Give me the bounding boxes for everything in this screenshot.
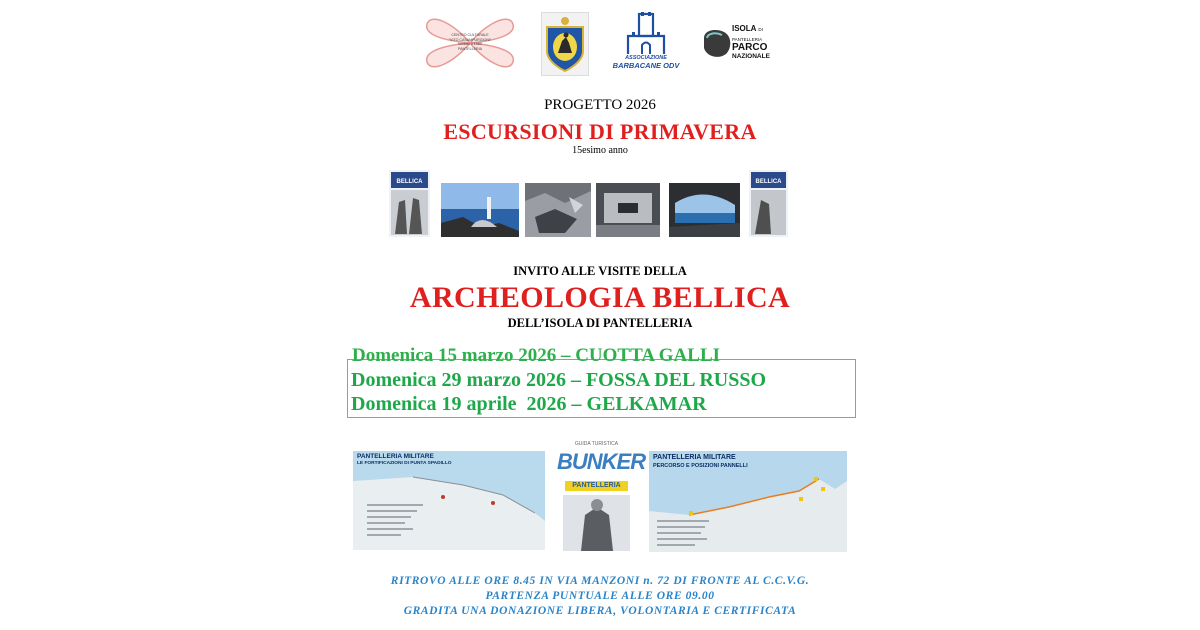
photo-lighthouse-coast bbox=[441, 183, 519, 237]
date-line-1: Domenica 29 marzo 2026 – FOSSA DEL RUSSO bbox=[351, 369, 767, 391]
parco-logo bbox=[700, 12, 778, 74]
bow-logo-text bbox=[424, 33, 516, 51]
map-left-subtitle: LE FORTIFICAZIONI DI PUNTA SPADILLO bbox=[357, 461, 452, 466]
photo-rock-fortification bbox=[525, 183, 591, 237]
map-right bbox=[649, 451, 847, 552]
parco-line2: PARCO bbox=[732, 42, 768, 53]
island-icon bbox=[700, 24, 734, 64]
dates-cut-text: Domenica 15 marzo 2026 – CUOTTA GALLI bbox=[352, 345, 721, 366]
bow-text-line: fondato il 1980 bbox=[458, 42, 482, 47]
map-right-title: PANTELLERIA MILITARE bbox=[653, 454, 736, 461]
footer-meeting-point: RITROVO ALLE ORE 8.45 IN VIA MANZONI n. 72 DI FRONTE AL C.C.V.G. bbox=[390, 575, 810, 587]
invite-location: DELL’ISOLA DI PANTELLERIA bbox=[507, 316, 693, 330]
barbacane-logo-text bbox=[612, 54, 680, 70]
parco-line3: NAZIONALE bbox=[732, 52, 770, 60]
parco-logo-text bbox=[732, 25, 782, 61]
invite-line: INVITO ALLE VISITE DELLA bbox=[513, 264, 687, 278]
photo-book-cover-right bbox=[749, 170, 788, 237]
crest-logo bbox=[541, 12, 589, 76]
invite-title: ARCHEOLOGIA BELLICA bbox=[409, 281, 791, 314]
bow-text-line: CENTRO CULTURALE bbox=[451, 33, 489, 37]
book-bunker-pantelleria bbox=[557, 437, 646, 551]
dates-cut-line bbox=[352, 345, 772, 366]
tower-icon bbox=[612, 12, 680, 56]
bow-logo bbox=[424, 12, 516, 74]
bow-text-line: PANTELLERIA bbox=[457, 46, 483, 51]
crest-icon bbox=[542, 13, 588, 75]
map-left bbox=[353, 451, 545, 550]
photo-cave-sea-view bbox=[669, 183, 740, 237]
map-right-subtitle: PERCORSO E POSIZIONI PANNELLI bbox=[653, 463, 748, 469]
barbacane-logo bbox=[612, 12, 680, 74]
photo-bunker-interior bbox=[596, 183, 660, 237]
dates-box bbox=[347, 345, 856, 418]
date-line-2: Domenica 19 aprile 2026 – GELKAMAR bbox=[351, 393, 707, 415]
barbacane-text-line: ASSOCIAZIONE bbox=[625, 55, 667, 61]
photo-book-cover-left bbox=[389, 170, 430, 237]
footer-donation: GRADITA UNA DONAZIONE LIBERA, VOLONTARIA E CERTIFICATA bbox=[403, 605, 797, 617]
barbacane-text-line: BARBACANE ODV bbox=[612, 61, 680, 70]
progetto-heading: PROGETTO 2026 bbox=[544, 97, 656, 113]
book-subtitle: PANTELLERIA bbox=[572, 482, 621, 489]
map-left-title: PANTELLERIA MILITARE bbox=[357, 453, 434, 460]
bow-text-line: "VITO CASAMPURGIONI" bbox=[448, 37, 492, 42]
edition-subtitle: 15esimo anno bbox=[572, 145, 628, 156]
page-title: ESCURSIONI DI PRIMAVERA bbox=[443, 119, 757, 144]
parco-line1: ISOLA bbox=[732, 24, 757, 33]
book-title: BUNKER bbox=[557, 449, 646, 474]
book-guide-label: GUIDA TURISTICA bbox=[574, 441, 619, 447]
footer-departure: PARTENZA PUNTUALE ALLE ORE 09.00 bbox=[485, 590, 715, 602]
photo-label: BELLICA bbox=[755, 179, 782, 185]
photo-label: BELLICA bbox=[396, 179, 423, 185]
parco-line1-small: DI PANTELLERIA bbox=[732, 27, 763, 42]
